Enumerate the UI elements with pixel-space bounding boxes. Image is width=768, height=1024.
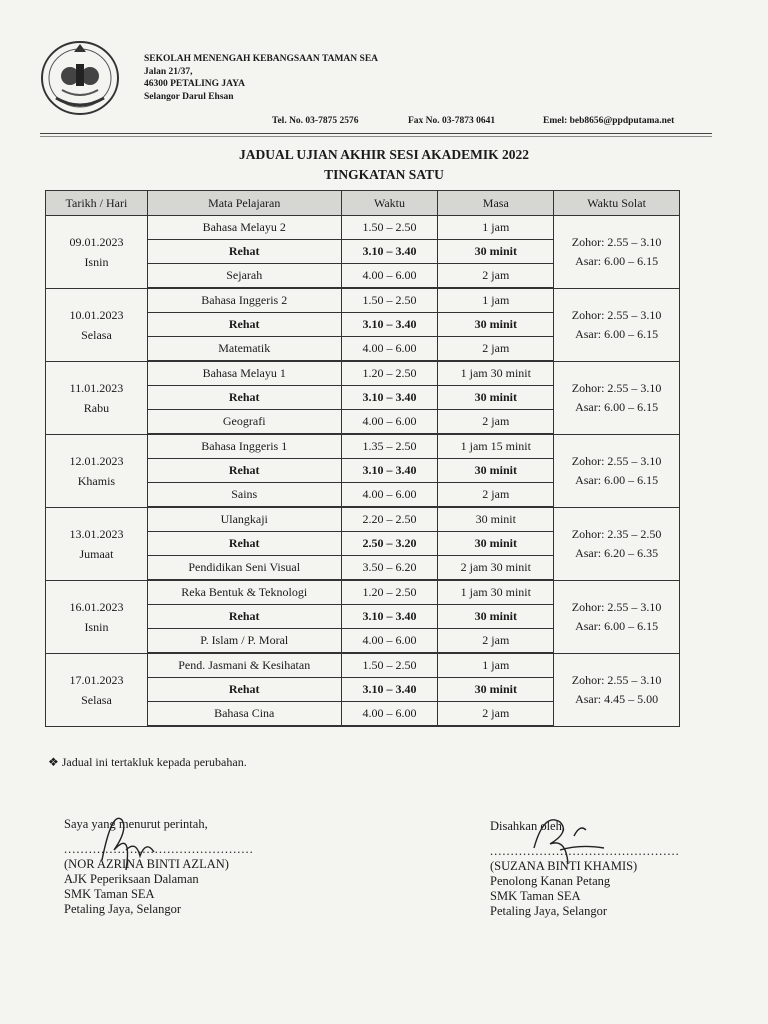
header-time: Waktu — [341, 191, 438, 216]
asar-time: Asar: 6.00 – 6.15 — [575, 326, 659, 341]
exam-date: 16.01.2023 — [69, 599, 124, 614]
date-day-cell — [46, 288, 148, 361]
signature-line-right: .............................................. — [490, 844, 680, 858]
asar-time: Asar: 6.00 – 6.15 — [575, 618, 659, 633]
email: Emel: beb8656@ppdputama.net — [543, 116, 675, 126]
duration-cell: 1 jam — [438, 653, 554, 678]
duration-cell: 2 jam — [438, 337, 554, 362]
exam-day: Jumaat — [79, 546, 114, 561]
subject-cell: Rehat — [147, 459, 341, 483]
time-cell: 2.20 – 2.50 — [341, 507, 438, 532]
exam-date: 11.01.2023 — [69, 380, 124, 395]
zohor-time: Zohor: 2.55 – 3.10 — [571, 307, 662, 322]
time-cell: 4.00 – 6.00 — [341, 483, 438, 508]
time-cell: 1.35 – 2.50 — [341, 434, 438, 459]
signatory-left-name: (NOR AZRINA BINTI AZLAN) — [64, 857, 229, 871]
duration-cell: 30 minit — [438, 678, 554, 702]
duration-cell: 1 jam — [438, 288, 554, 313]
duration-cell: 1 jam — [438, 216, 554, 240]
address-line-1: Jalan 21/37, — [144, 66, 193, 77]
zohor-time: Zohor: 2.55 – 3.10 — [571, 453, 662, 468]
signatory-left-place: Petaling Jaya, Selangor — [64, 902, 181, 916]
asar-time: Asar: 6.00 – 6.15 — [575, 472, 659, 487]
school-name: SEKOLAH MENENGAH KEBANGSAAN TAMAN SEA — [144, 54, 379, 64]
zohor-time: Zohor: 2.55 – 3.10 — [571, 380, 662, 395]
subject-cell: Rehat — [147, 532, 341, 556]
signatory-right-org: SMK Taman SEA — [490, 889, 581, 903]
signatory-right-role: Penolong Kanan Petang — [490, 874, 611, 888]
time-cell: 1.20 – 2.50 — [341, 361, 438, 386]
zohor-time: Zohor: 2.55 – 3.10 — [571, 234, 662, 249]
time-cell: 4.00 – 6.00 — [341, 337, 438, 362]
duration-cell: 2 jam — [438, 410, 554, 435]
table-row — [46, 361, 680, 386]
table-row — [46, 580, 680, 605]
telephone: Tel. No. 03-7875 2576 — [272, 116, 359, 126]
school-crest-icon — [38, 34, 122, 118]
table-header-row — [46, 191, 680, 216]
letterhead-divider-secondary — [40, 136, 712, 137]
duration-cell: 2 jam — [438, 264, 554, 289]
exam-schedule-table — [45, 190, 680, 727]
exam-day: Selasa — [81, 692, 112, 707]
table-row — [46, 653, 680, 678]
duration-cell: 30 minit — [438, 507, 554, 532]
time-cell: 1.50 – 2.50 — [341, 288, 438, 313]
fax: Fax No. 03-7873 0641 — [408, 116, 496, 126]
header-subject: Mata Pelajaran — [147, 191, 341, 216]
document-title: JADUAL UJIAN AKHIR SESI AKADEMIK 2022 — [239, 147, 529, 162]
duration-cell: 30 minit — [438, 605, 554, 629]
subject-cell: Bahasa Inggeris 2 — [147, 288, 341, 313]
table-row — [46, 288, 680, 313]
exam-day: Isnin — [84, 254, 109, 269]
school-address-block — [144, 53, 378, 103]
subject-cell: Reka Bentuk & Teknologi — [147, 580, 341, 605]
asar-time: Asar: 6.00 – 6.15 — [575, 253, 659, 268]
signature-right-icon — [520, 808, 610, 878]
subject-cell: Rehat — [147, 678, 341, 702]
date-day-cell — [46, 580, 148, 653]
prayer-time-cell — [554, 580, 680, 653]
duration-cell: 2 jam — [438, 483, 554, 508]
address-line-3: Selangor Darul Ehsan — [144, 91, 234, 102]
time-cell: 3.50 – 6.20 — [341, 556, 438, 581]
subject-cell: Rehat — [147, 240, 341, 264]
time-cell: 3.10 – 3.40 — [341, 605, 438, 629]
letterhead-divider — [40, 133, 712, 134]
subject-cell: Bahasa Cina — [147, 702, 341, 727]
exam-day: Khamis — [77, 473, 116, 488]
subject-cell: Pend. Jasmani & Kesihatan — [147, 653, 341, 678]
exam-date: 10.01.2023 — [69, 307, 124, 322]
date-day-cell — [46, 507, 148, 580]
subject-cell: Geografi — [147, 410, 341, 435]
duration-cell: 1 jam 30 minit — [438, 361, 554, 386]
signatory-right-name: (SUZANA BINTI KHAMIS) — [490, 859, 638, 873]
prayer-time-cell — [554, 216, 680, 289]
signature-left-icon — [92, 800, 162, 878]
duration-cell: 1 jam 15 minit — [438, 434, 554, 459]
table-row — [46, 216, 680, 240]
date-day-cell — [46, 653, 148, 726]
time-cell: 1.20 – 2.50 — [341, 580, 438, 605]
duration-cell: 30 minit — [438, 532, 554, 556]
prayer-time-cell — [554, 361, 680, 434]
subject-cell: Bahasa Melayu 1 — [147, 361, 341, 386]
time-cell: 3.10 – 3.40 — [341, 313, 438, 337]
prayer-time-cell — [554, 507, 680, 580]
asar-time: Asar: 4.45 – 5.00 — [575, 691, 659, 706]
time-cell: 3.10 – 3.40 — [341, 459, 438, 483]
subject-cell: P. Islam / P. Moral — [147, 629, 341, 654]
signatory-left-org: SMK Taman SEA — [64, 887, 155, 901]
zohor-time: Zohor: 2.55 – 3.10 — [571, 672, 662, 687]
prayer-time-cell — [554, 288, 680, 361]
table-row — [46, 507, 680, 532]
time-cell: 4.00 – 6.00 — [341, 629, 438, 654]
time-cell: 3.10 – 3.40 — [341, 240, 438, 264]
header-prayer-time: Waktu Solat — [554, 191, 680, 216]
subject-cell: Bahasa Melayu 2 — [147, 216, 341, 240]
time-cell: 4.00 – 6.00 — [341, 702, 438, 727]
note-text: Jadual ini tertakluk kepada perubahan. — [61, 755, 247, 769]
duration-cell: 30 minit — [438, 240, 554, 264]
exam-day: Rabu — [83, 400, 110, 415]
subject-cell: Ulangkaji — [147, 507, 341, 532]
duration-cell: 30 minit — [438, 313, 554, 337]
duration-cell: 30 minit — [438, 459, 554, 483]
subject-cell: Sains — [147, 483, 341, 508]
exam-date: 12.01.2023 — [69, 453, 124, 468]
subject-cell: Rehat — [147, 313, 341, 337]
time-cell: 4.00 – 6.00 — [341, 410, 438, 435]
zohor-time: Zohor: 2.35 – 2.50 — [571, 526, 662, 541]
duration-cell: 2 jam 30 minit — [438, 556, 554, 581]
exam-day: Isnin — [84, 619, 109, 634]
subject-cell: Sejarah — [147, 264, 341, 289]
time-cell: 3.10 – 3.40 — [341, 678, 438, 702]
signatory-left-role: AJK Peperiksaan Dalaman — [64, 872, 199, 886]
time-cell: 2.50 – 3.20 — [341, 532, 438, 556]
date-day-cell — [46, 361, 148, 434]
zohor-time: Zohor: 2.55 – 3.10 — [571, 599, 662, 614]
signatory-left-greeting: Saya yang menurut perintah, — [64, 817, 208, 831]
schedule-note — [48, 755, 247, 770]
asar-time: Asar: 6.20 – 6.35 — [575, 545, 659, 560]
date-day-cell — [46, 216, 148, 289]
subject-cell: Rehat — [147, 386, 341, 410]
subject-cell: Pendidikan Seni Visual — [147, 556, 341, 581]
time-cell: 1.50 – 2.50 — [341, 653, 438, 678]
subject-cell: Matematik — [147, 337, 341, 362]
duration-cell: 2 jam — [438, 702, 554, 727]
header-duration: Masa — [438, 191, 554, 216]
duration-cell: 30 minit — [438, 386, 554, 410]
signatory-right-place: Petaling Jaya, Selangor — [490, 904, 607, 918]
diamond-bullet-icon: ❖ — [48, 755, 59, 769]
exam-date: 13.01.2023 — [69, 526, 124, 541]
exam-date: 17.01.2023 — [69, 672, 124, 687]
time-cell: 1.50 – 2.50 — [341, 216, 438, 240]
time-cell: 3.10 – 3.40 — [341, 386, 438, 410]
table-row — [46, 434, 680, 459]
duration-cell: 1 jam 30 minit — [438, 580, 554, 605]
document-subtitle: TINGKATAN SATU — [324, 167, 444, 182]
asar-time: Asar: 6.00 – 6.15 — [575, 399, 659, 414]
signatory-right-greeting: Disahkan oleh, — [490, 819, 565, 833]
address-line-2: 46300 PETALING JAYA — [144, 79, 246, 89]
exam-day: Selasa — [81, 327, 112, 342]
time-cell: 4.00 – 6.00 — [341, 264, 438, 289]
date-day-cell — [46, 434, 148, 507]
header-date: Tarikh / Hari — [46, 191, 148, 216]
subject-cell: Bahasa Inggeris 1 — [147, 434, 341, 459]
prayer-time-cell — [554, 653, 680, 726]
subject-cell: Rehat — [147, 605, 341, 629]
signature-line-left: .............................................. — [64, 842, 254, 856]
prayer-time-cell — [554, 434, 680, 507]
exam-date: 09.01.2023 — [69, 234, 124, 249]
duration-cell: 2 jam — [438, 629, 554, 654]
